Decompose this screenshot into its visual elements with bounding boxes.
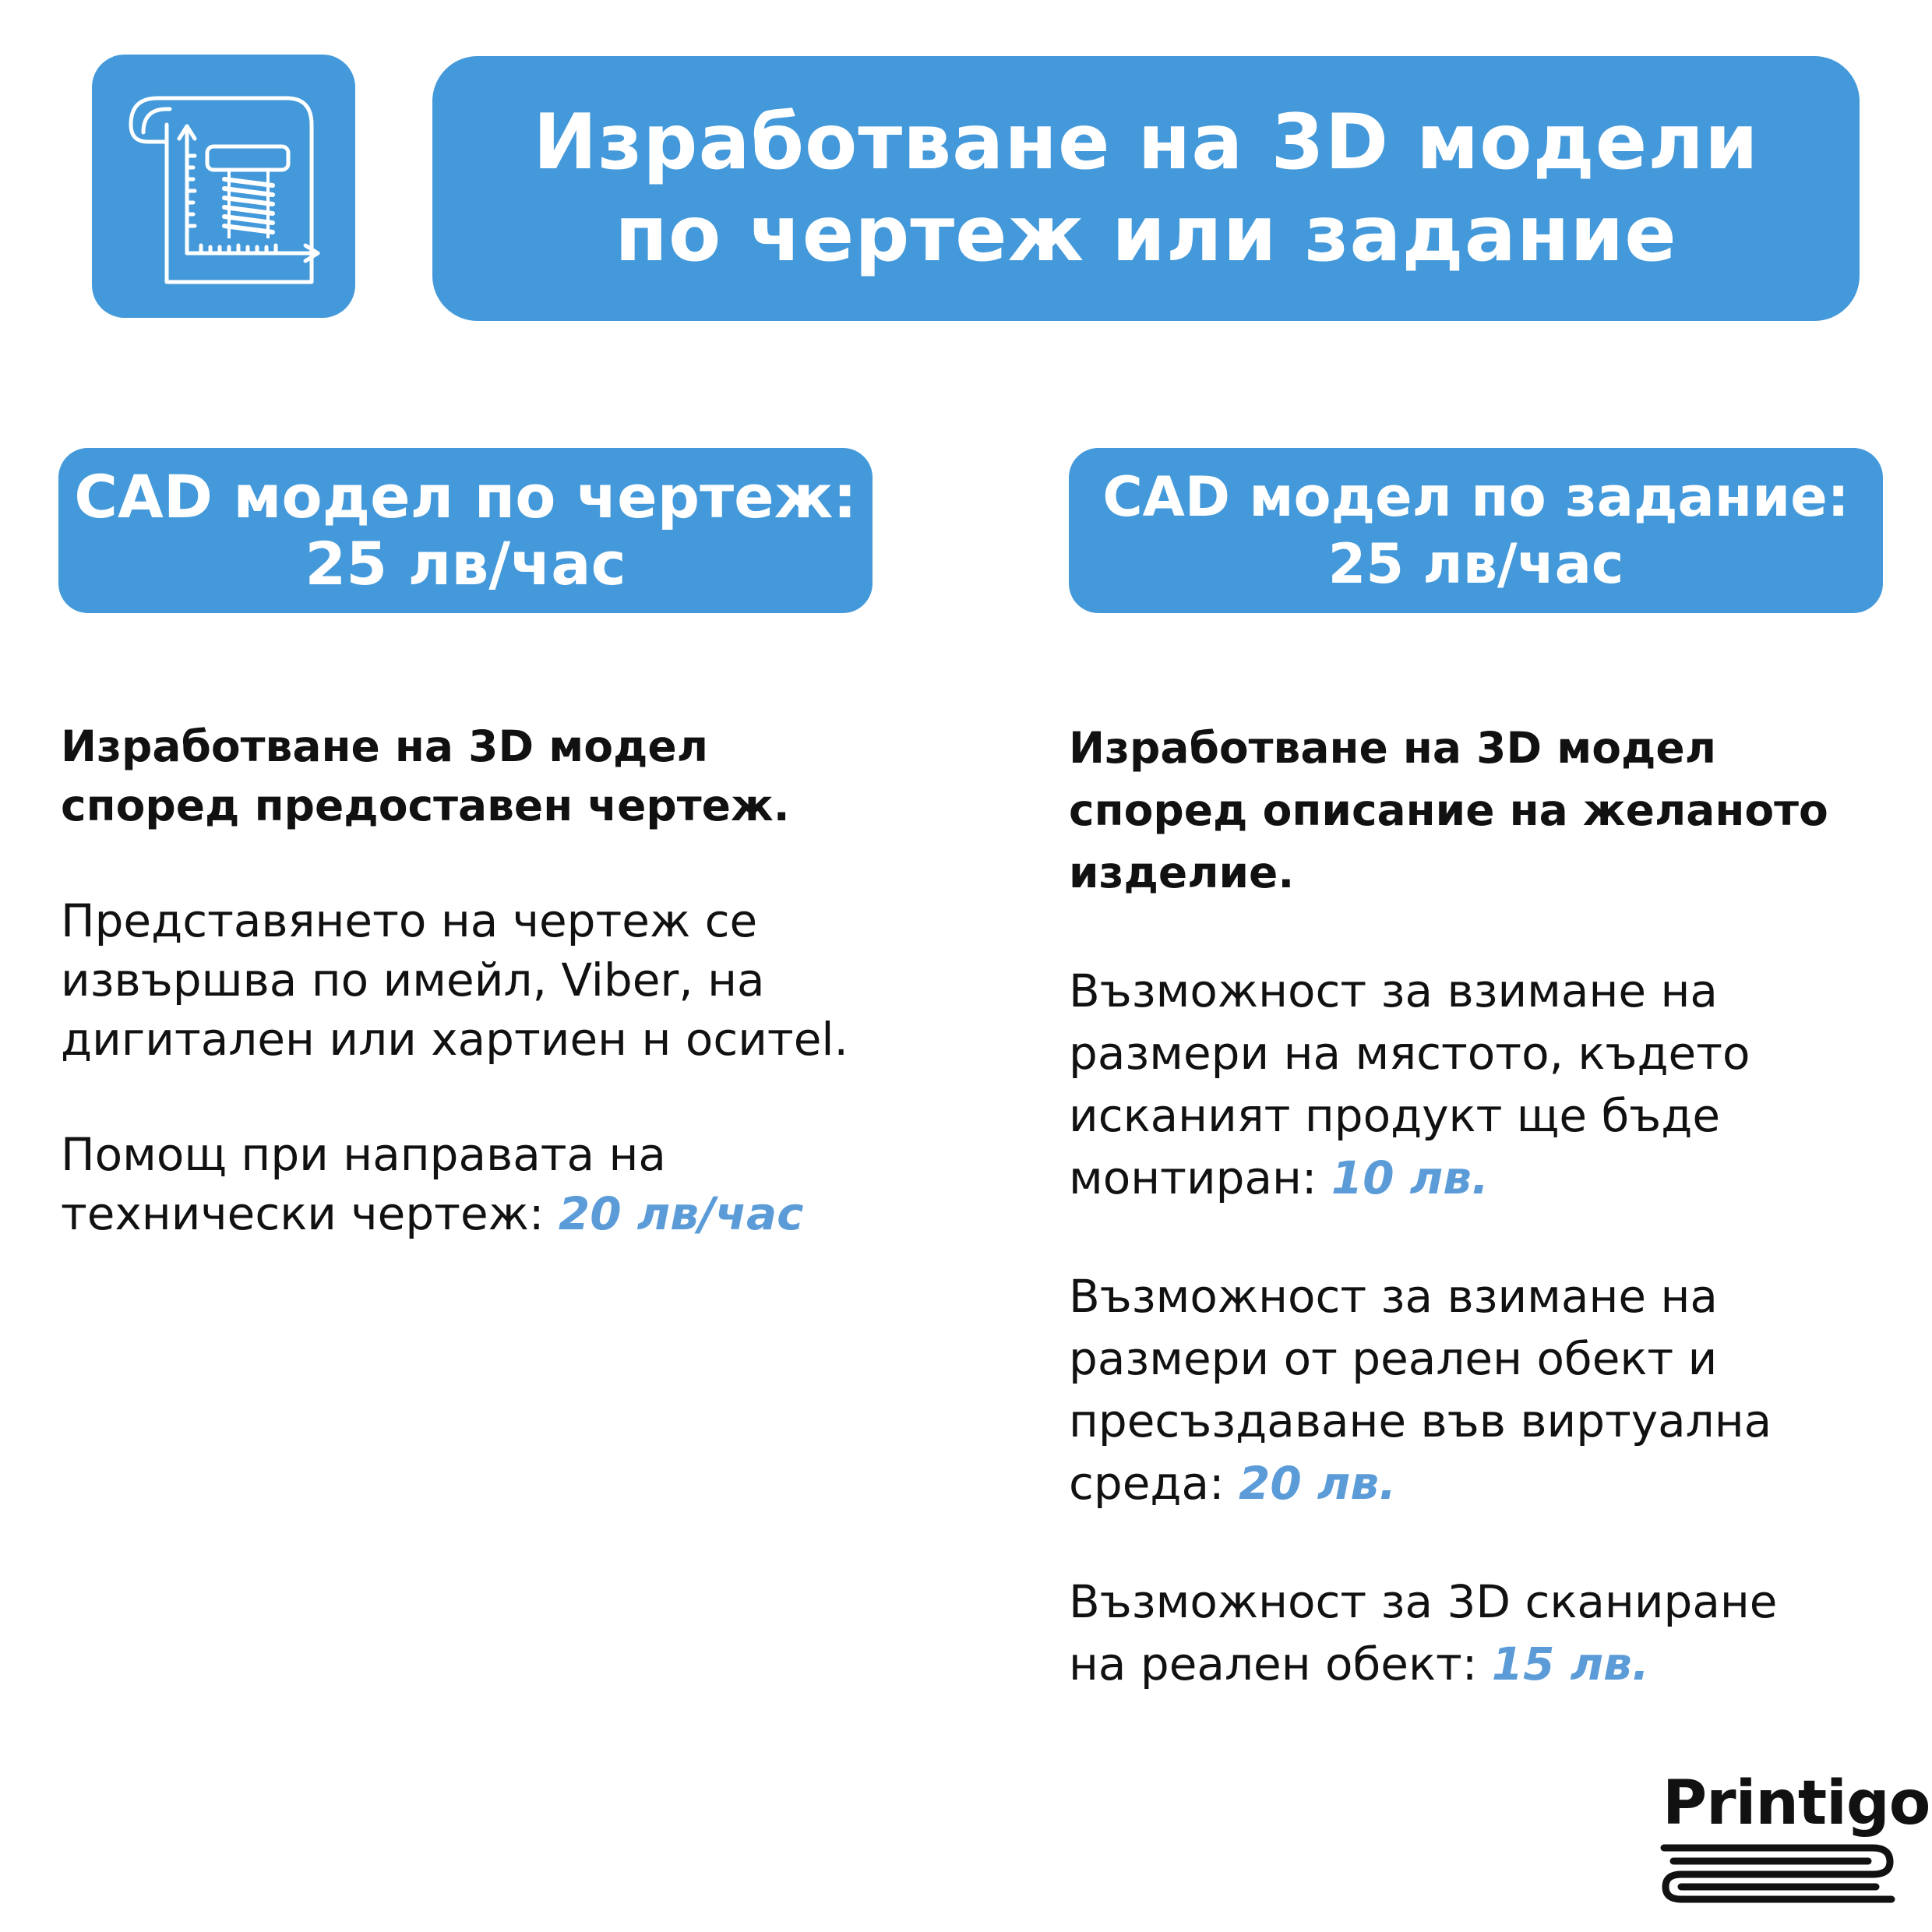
paragraph-line: пресъздаване във виртуална [1069,1394,1772,1447]
paragraph-line: дигитален или хартиен н оситеl. [61,1013,848,1066]
price-box-label: CAD модел по чертеж: [74,462,857,531]
left-headline [61,717,918,835]
price-box-by-task [1069,448,1883,613]
paragraph-line [1069,1633,1926,1695]
right-paragraph-3d-scan [1069,1571,1926,1695]
paragraph-line: Възможност за взимане на [1069,1270,1718,1323]
paragraph-line: извършва по имейл, Viber, на [61,954,765,1007]
paragraph-line [1069,1147,1926,1209]
left-column [61,717,918,1243]
paragraph-text: среда: [1069,1457,1239,1510]
paragraph-text: технически чертеж: [61,1187,559,1240]
3d-scan-price: 15 лв. [1491,1638,1649,1690]
headline-line: изделие. [1069,848,1295,897]
right-column [1069,717,1926,1695]
printigo-logo [1658,1768,1930,1909]
site-measure-price: 10 лв. [1331,1151,1490,1204]
price-box-by-drawing [58,448,873,613]
price-box-label: CAD модел по задание: [1102,465,1849,529]
paragraph-line: размери на мястото, където [1069,1027,1750,1080]
headline-line: според описание на желаното [1069,785,1828,835]
page-title-line-1: Изработване на 3D модели [533,98,1759,187]
paragraph-line: Помощ при направата на [61,1128,666,1181]
paragraph-line: Възможност за 3D сканиране [1069,1575,1778,1628]
headline-line: Изработване на 3D модел [61,721,708,771]
drawing-help-price: 20 лв/час [558,1187,804,1240]
headline-line: според предоставен чертеж. [61,781,790,830]
paragraph-line: Представянето на чертеж се [61,894,758,947]
paragraph-line: размери от реален обект и [1069,1332,1718,1385]
paragraph-text: на реален обект: [1069,1638,1492,1690]
printigo-filament-logo-icon [1658,1839,1899,1909]
technical-drawing-icon [92,55,355,318]
logo-text: Printigo [1662,1768,1930,1839]
paragraph-line: исканият продукт ще бъде [1069,1089,1721,1142]
paragraph-line [61,1184,918,1243]
paragraph-line [1069,1452,1926,1514]
right-headline [1069,717,1926,904]
left-paragraph-drawing-help [61,1125,918,1243]
left-paragraph-submission [61,891,918,1069]
right-paragraph-object-recreate [1069,1265,1926,1514]
object-recreate-price: 20 лв. [1239,1457,1397,1510]
title-banner [432,56,1860,321]
price-box-price: 25 лв/час [305,529,626,598]
paragraph-text: монтиран: [1069,1151,1331,1204]
right-paragraph-site-measure [1069,960,1926,1209]
price-box-price: 25 лв/час [1327,532,1624,596]
headline-line: Изработване на 3D модел [1069,723,1716,773]
paragraph-line: Възможност за взимане на [1069,964,1718,1017]
technical-drawing-tile [92,55,355,318]
page-title-line-2: по чертеж или задание [615,190,1677,279]
